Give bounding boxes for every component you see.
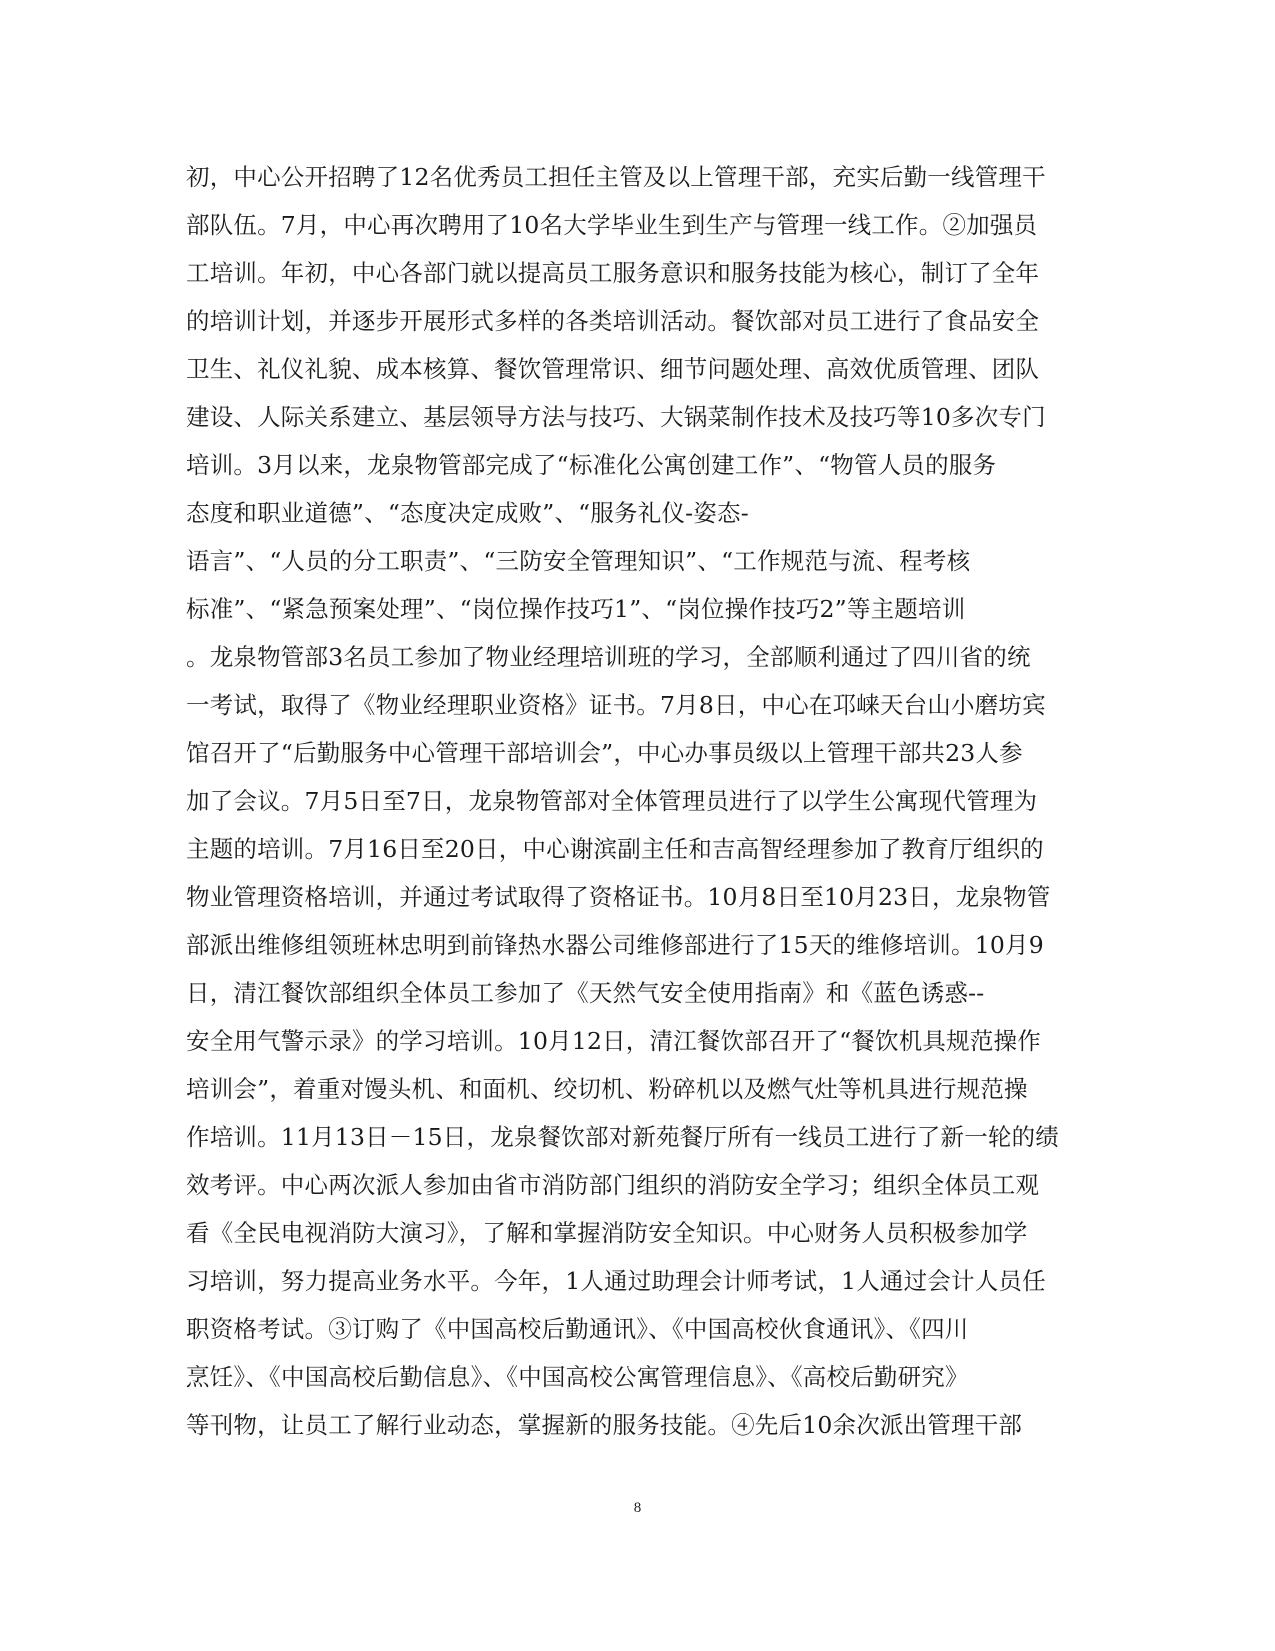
text-line: 效考评。中心两次派人参加由省市消防部门组织的消防安全学习；组织全体员工观 xyxy=(186,1171,1040,1199)
text-line: 建设、人际关系建立、基层领导方法与技巧、大锅菜制作技术及技巧等10多次专门 xyxy=(186,403,1046,431)
text-line: 物业管理资格培训，并通过考试取得了资格证书。10月8日至10月23日，龙泉物管 xyxy=(186,883,1051,911)
text-line: 加了会议。7月5日至7日，龙泉物管部对全体管理员进行了以学生公寓现代管理为 xyxy=(186,787,1038,815)
text-line: 部派出维修组领班林忠明到前锋热水器公司维修部进行了15天的维修培训。10月9 xyxy=(186,931,1044,959)
text-line: 工培训。年初，中心各部门就以提高员工服务意识和服务技能为核心，制订了全年 xyxy=(186,259,1040,287)
text-line: 态度和职业道德”、“态度决定成败”、“服务礼仪-姿态- xyxy=(186,499,749,527)
text-line: 培训。3月以来，龙泉物管部完成了“标准化公寓创建工作”、“物管人员的服务 xyxy=(186,451,997,479)
text-line: 安全用气警示录》的学习培训。10月12日，清江餐饮部召开了“餐饮机具规范操作 xyxy=(186,1027,1041,1055)
text-line: 习培训，努力提高业务水平。今年，1人通过助理会计师考试，1人通过会计人员任 xyxy=(186,1267,1046,1295)
text-line: 馆召开了“后勤服务中心管理干部培训会”，中心办事员级以上管理干部共23人参 xyxy=(186,739,1023,767)
text-line: 培训会”，着重对馒头机、和面机、绞切机、粉碎机以及燃气灶等机具进行规范操 xyxy=(186,1075,1028,1103)
text-line: 。龙泉物管部3名员工参加了物业经理培训班的学习，全部顺利通过了四川省的统 xyxy=(186,643,1031,671)
text-line: 一考试，取得了《物业经理职业资格》证书。7月8日，中心在邛崃天台山小磨坊宾 xyxy=(186,691,1046,719)
text-line: 看《全民电视消防大演习》，了解和掌握消防安全知识。中心财务人员积极参加学 xyxy=(186,1219,1028,1247)
text-line: 职资格考试。③订购了《中国高校后勤通讯》、《中国高校伙食通讯》、《四川 xyxy=(186,1315,969,1343)
text-line: 部队伍。7月，中心再次聘用了10名大学毕业生到生产与管理一线工作。②加强员 xyxy=(186,211,1038,239)
text-line: 主题的培训。7月16日至20日，中心谢滨副主任和吉高智经理参加了教育厅组织的 xyxy=(186,835,1044,863)
page-number: 8 xyxy=(633,1500,642,1516)
text-line: 标准”、“紧急预案处理”、“岗位操作技巧1”、“岗位操作技巧2”等主题培训 xyxy=(186,595,966,623)
text-line: 烹饪》、《中国高校后勤信息》、《中国高校公寓管理信息》、《高校后勤研究》 xyxy=(186,1363,969,1391)
text-line: 作培训。11月13日－15日，龙泉餐饮部对新苑餐厅所有一线员工进行了新一轮的绩 xyxy=(186,1123,1060,1151)
text-line: 日，清江餐饮部组织全体员工参加了《天然气安全使用指南》和《蓝色诱惑-- xyxy=(186,979,985,1007)
text-line: 等刊物，让员工了解行业动态，掌握新的服务技能。④先后10余次派出管理干部 xyxy=(186,1411,1023,1439)
body-text xyxy=(186,153,1086,1449)
text-line: 初，中心公开招聘了12名优秀员工担任主管及以上管理干部，充实后勤一线管理干 xyxy=(186,163,1046,191)
text-line: 的培训计划，并逐步开展形式多样的各类培训活动。餐饮部对员工进行了食品安全 xyxy=(186,307,1040,335)
text-line: 卫生、礼仪礼貌、成本核算、餐饮管理常识、细节问题处理、高效优质管理、团队 xyxy=(186,355,1040,383)
text-line: 语言”、“人员的分工职责”、“三防安全管理知识”、“工作规范与流、程考核 xyxy=(186,547,971,575)
